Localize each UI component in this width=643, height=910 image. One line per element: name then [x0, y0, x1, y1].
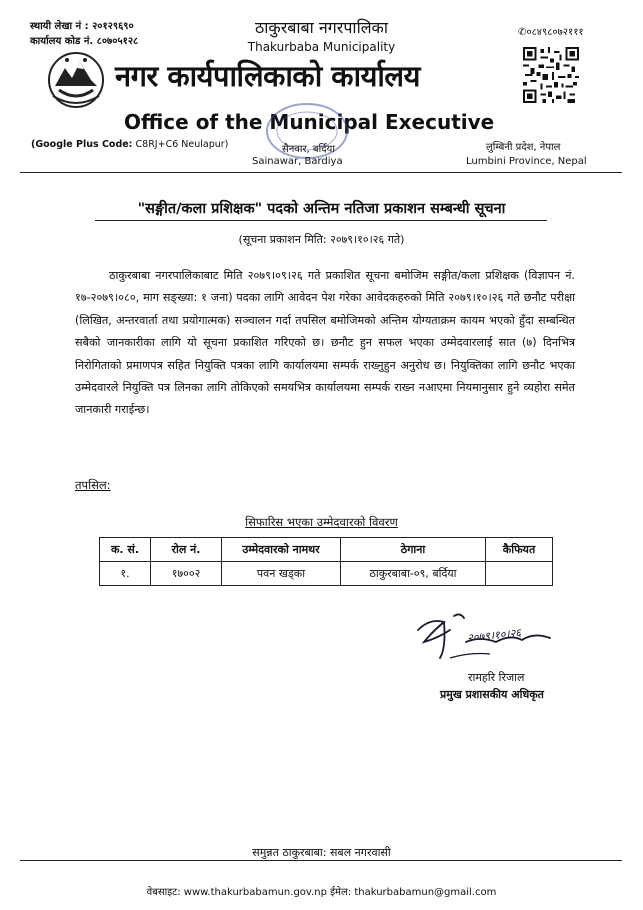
notice-title: "सङ्गीत/कला प्रशिक्षक" पदको अन्तिम नतिजा प्रकाशन सम्बन्धी सूचना: [137, 201, 506, 217]
cell-remarks: [486, 562, 553, 586]
phone-value: ०८४९८०७२१११: [526, 27, 584, 38]
google-plus-code-label: (Google Plus Code:: [31, 139, 133, 150]
cell-serial: १.: [100, 562, 151, 586]
footer-slogan: समुन्नत ठाकुरबाबा: सबल नगरवासी: [252, 846, 391, 859]
signature-date: २०७९।१०।२६: [466, 626, 522, 645]
col-name: उम्मेदवारको नामथर: [222, 538, 341, 562]
pan-number: स्थायी लेखा नं : २०१२९६९०: [30, 21, 134, 32]
notice-title-underline: [95, 220, 547, 221]
col-serial: क. सं.: [100, 538, 151, 562]
cell-roll: १७००२: [151, 562, 222, 586]
col-remarks: कैफियत: [486, 538, 553, 562]
location-en: Sainawar, Bardiya: [252, 156, 343, 167]
tapasil-label: तपसिल:: [75, 478, 111, 492]
notice-paragraph: ठाकुरबाबा नगरपालिकाबाट मिति २०७९।०९।२६ गते प्रकाशित सूचना बमोजिम सङ्गीत/कला प्रशिक्षक (विज्ञापन नं. १७-२०७९।०८०, माग सङ्ख्या: १ जना) पदका लागि आवेदन पेश गरेका आवेदकहरुको मिति २०७९।१०।२६ गते छनौट परीक्षा (लिखित, अन्तरवार्ता तथा प्रयोगात्मक) सञ्चालन गर्दा तपसिल बमोजिमको अन्तिम योग्यताक्रम कायम भएको हुँदा सम्बन्धित सबैको जानकारीका लागि यो सूचना प्रकाशित गरिएको छ। छनौट हुन सफल भएका उम्मेदवारलाई सात (७) दिनभित्र निरोगिताको प्रमाणपत्र सहित नियुक्ति पत्रका लागि कार्यालयमा सम्पर्क राख्नुहुन अनुरोध छ। नियुक्तिका लागि छनौट भएका उम्मेदवारले नियुक्ति पत्र लिनका लागि तोकिएको समयभित्र कार्यालयमा सम्पर्क राख्न नआएमा नियमानुसार हुने व्यहोरा समेत जानकारी गराईन्छ।: [75, 269, 575, 417]
location-np: सैनवार, बर्दिया: [282, 144, 335, 155]
office-code: कार्यालय कोड नं. ८०७०५१२८: [30, 36, 139, 47]
office-title-np: नगर कार्यपालिकाको कार्यालय: [115, 59, 420, 93]
candidate-table: [99, 537, 553, 586]
cell-name: पवन खड्का: [222, 562, 341, 586]
municipality-name-np: ठाकुरबाबा नगरपालिका: [254, 18, 388, 37]
table-header-row: [100, 538, 553, 562]
signatory-title: प्रमुख प्रशासकीय अधिकृत: [440, 688, 544, 701]
province-en: Lumbini Province, Nepal: [466, 156, 587, 167]
nepal-emblem-icon: [47, 50, 105, 110]
notice-subtitle: (सूचना प्रकाशन मिति: २०७९।१०।२६ गते): [238, 233, 405, 246]
footer-divider: [20, 860, 622, 861]
col-roll: रोल नं.: [151, 538, 222, 562]
header-divider: [20, 172, 622, 173]
email-label: ईमेल:: [330, 887, 352, 898]
website-link[interactable]: www.thakurbabamun.gov.np: [183, 887, 327, 898]
table-row: [100, 562, 553, 586]
google-plus-code: [31, 139, 228, 150]
table-caption: सिफारिस भएका उम्मेदवारको विवरण: [245, 515, 398, 529]
google-plus-code-value: C8RJ+C6 Neulapur): [135, 139, 229, 150]
email-link[interactable]: thakurbabamun@gmail.com: [354, 887, 497, 898]
office-title-en: Office of the Municipal Executive: [124, 110, 495, 134]
cell-address: ठाकुरबाबा-०९, बर्दिया: [341, 562, 486, 586]
footer-contact: [0, 884, 643, 898]
col-address: ठेगाना: [341, 538, 486, 562]
municipality-name-en: Thakurbaba Municipality: [247, 40, 396, 54]
qr-code-icon: [523, 47, 579, 103]
phone-icon: ✆: [518, 27, 527, 38]
notice-body: [75, 265, 575, 422]
website-label: वेबसाइट:: [146, 887, 181, 898]
province-np: लुम्बिनी प्रदेश, नेपाल: [486, 142, 561, 153]
signatory-name: रामहरि रिजाल: [468, 671, 525, 684]
